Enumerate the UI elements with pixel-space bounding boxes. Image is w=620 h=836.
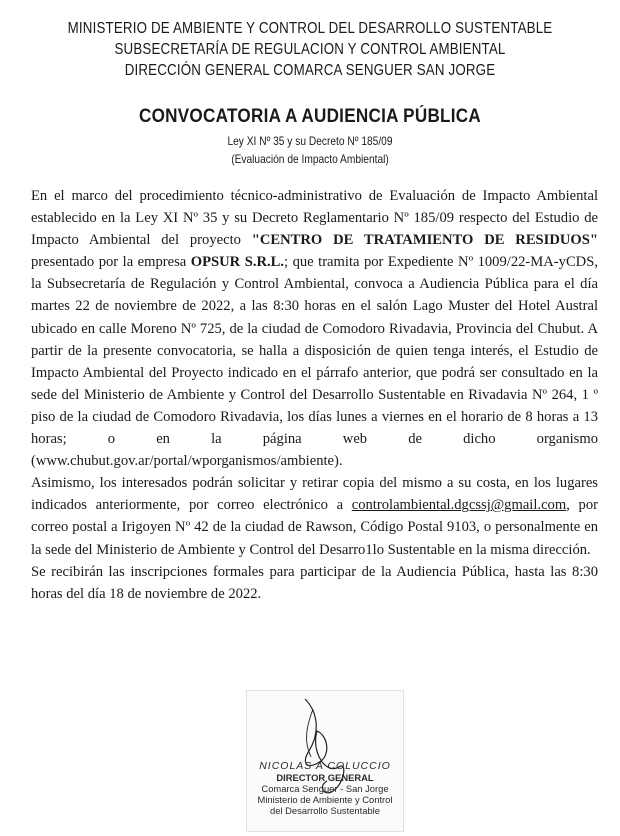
company-name: OPSUR S.R.L. <box>190 254 285 271</box>
notice-body <box>31 185 598 605</box>
paragraph-text: ; que tramita por Expediente Nº 1009/22-MA-yCDS, la Subsecretaría de Regulación y Control Ambiental, convoca a Audiencia Pública para el día martes 22 de noviembre de 2022, a las 8:30 horas en el salón Lago Muster del Hotel Austral ubicado en calle Moreno Nº 725, de la ciudad de Comodoro Rivadavia, Provincia del Chubut. A partir de la presente convocatoria, se halla a disposición de quien tenga interés, el Estudio de Impacto Ambiental del Proyecto indicado en el párrafo anterior, que podrá ser consultado en la sede del Ministerio de Ambiente y Control del Desarrollo Sustentable en Rivadavia Nº 264, 1 º piso de la ciudad de Comodoro Rivadavia, los días lunes a viernes en el horario de 8 horas a 13 horas; o en la página web de dicho organismo (www.chubut.gov.ar/portal/wporganismos/ambiente). <box>31 254 598 470</box>
law-reference: Ley XI Nº 35 y su Decreto Nº 185/09 <box>227 134 393 148</box>
stamp-line: del Desarrollo Sustentable <box>270 805 380 816</box>
paragraph-convocation <box>31 185 598 472</box>
paragraph-text: presentado por la empresa <box>31 254 191 271</box>
letterhead <box>43 18 576 81</box>
paragraph-text: Asimismo, los interesados podrán solicitar y retirar copia del mismo a su costa, en los lugares indicados anteriormente, por correo electrónico a <box>31 475 598 514</box>
signatory-role: DIRECTOR GENERAL <box>276 772 374 783</box>
evaluation-subtitle: (Evaluación de Impacto Ambiental) <box>231 152 389 166</box>
notice-title: CONVOCATORIA A AUDIENCIA PÚBLICA <box>138 106 482 127</box>
paragraph-text: , por correo postal a Irigoyen Nº 42 de la ciudad de Rawson, Código Postal 9103, o personalmente en la sede del Ministerio de Ambiente y Control del Desarro1lo Sustentable en la misma dirección. <box>31 497 598 558</box>
project-name: "CENTRO DE TRATAMIENTO DE RESIDUOS" <box>251 232 598 249</box>
directorate-name: DIRECCIÓN GENERAL COMARCA SENGUER SAN JORGE <box>124 62 496 79</box>
stamp-line: Ministerio de Ambiente y Control <box>257 794 393 805</box>
signatory-name: NICOLAS A COLUCCIO <box>259 760 391 772</box>
official-stamp <box>247 761 403 816</box>
paragraph-registration: Se recibirán las inscripciones formales para participar de la Audiencia Pública, hasta las 8:30 horas del día 18 de noviembre de 2022. <box>31 563 598 602</box>
stamp-line: Comarca Senguer - San Jorge <box>261 783 389 794</box>
paragraph-text: En el marco del procedimiento técnico-administrativo de Evaluación de Impacto Ambiental establecido en la Ley XI Nº 35 y su Decreto Reglamentario Nº 185/09 respecto del Estudio de Impacto Ambiental del proyecto <box>31 188 598 249</box>
subsecretary-name: SUBSECRETARÍA DE REGULACION Y CONTROL AMBIENTAL <box>114 41 506 58</box>
ministry-name: MINISTERIO DE AMBIENTE Y CONTROL DEL DESARROLLO SUSTENTABLE <box>67 20 553 37</box>
email-link[interactable]: controlambiental.dgcssj@gmail.com <box>351 497 567 514</box>
paragraph-copies <box>31 472 598 560</box>
signature-block <box>246 690 404 832</box>
